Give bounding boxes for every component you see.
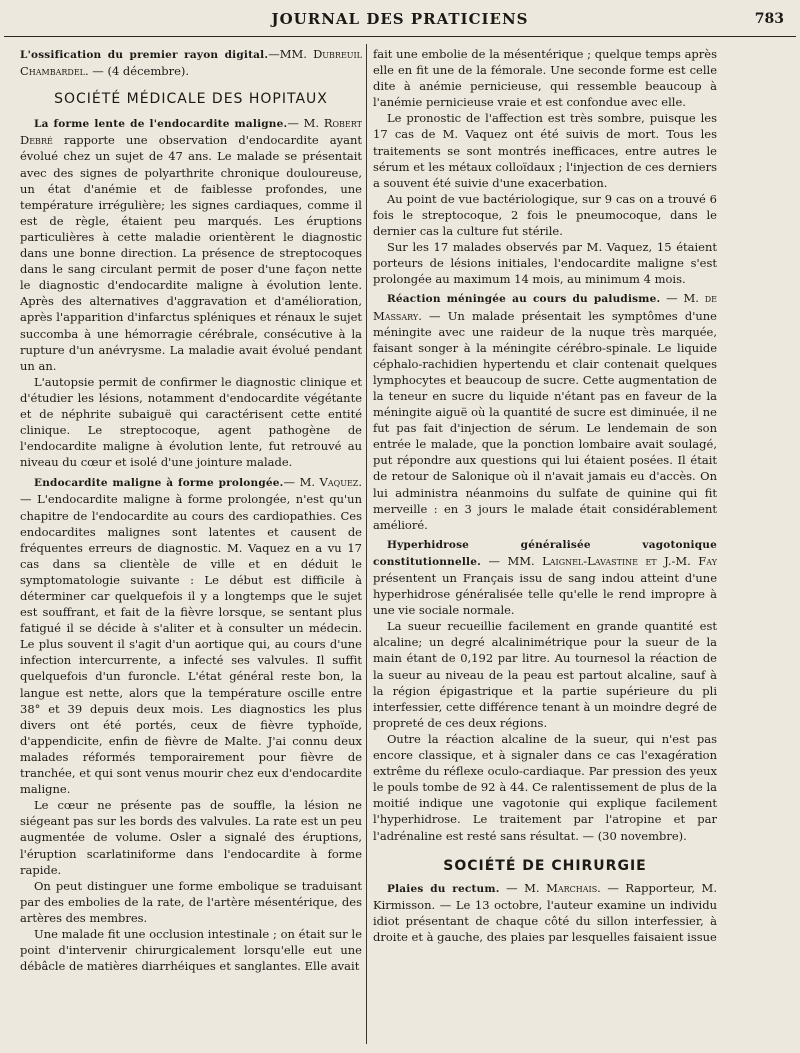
intro-authors: —MM. Dubreuil Chambardel. bbox=[20, 47, 362, 79]
article-endocardite-lente bbox=[20, 115, 362, 374]
article-text: présentent un Français issu de sang indou atteint d'une hyperhidrose généralisée telle qu'elle le rend impropre à une vie sociale normale. bbox=[373, 571, 717, 618]
intro-entry bbox=[20, 46, 362, 79]
article-reaction-meningee bbox=[373, 290, 717, 532]
paragraph: Au point de vue bactériologique, sur 9 cas on a trouvé 6 fois le streptocoque, 2 fois le pneumocoque, dans le dernier cas la culture fut stérile. bbox=[373, 191, 717, 239]
article-hyperhidrose bbox=[373, 536, 717, 618]
article-text: rapporte une observation d'endocardite ayant évolué chez un sujet de 47 ans. Le malade se présentait avec des signes de polyarthrite chronique douloureuse, un état d'anémie et de faiblesse profondes, une température irrégulière; les signes cardiaques, comme il est de règle, étaient peu marqués. Les éruptions particulières à cette maladie orientèrent le diagnostic dans une bonne direction. La présence de streptocoques dans le sang circulant permit de poser d'une façon nette le diagnostic d'endocardite maligne à évolution lente. Après des alternatives d'aggravation et d'amélioration, après l'apparition d'infarctus spléniques et rénaux le sujet succomba à une hémorragie cérébrale, consécutive à la rupture d'un anévrysme. La maladie avait évolué pendant un an. bbox=[20, 133, 362, 373]
paragraph: Sur les 17 malades observés par M. Vaquez, 15 étaient porteurs de lésions initiales, l'endocardite maligne s'est prolongée au maximum 14 mois, au minimum 4 mois. bbox=[373, 240, 717, 287]
article-endocardite-prolongee bbox=[20, 474, 362, 797]
intro-lead: L'ossification du premier rayon digital. bbox=[20, 49, 269, 61]
article-text: — Un malade présentait les symptômes d'une méningite avec une raideur de la nuque très marquée, faisant songer à la méningite cérébro-spinale. Le liquide céphalo-rachidien hypertendu et clair contenait quelques lymphocytes et beaucoup de sucre. Cette augmentation de la teneur en sucre du liquide n'étant pas en faveur de la méningite aiguë où la quantité de sucre est diminuée, il ne fut pas fait d'injection de sérum. Le lendemain de son entrée le malade, que la ponction lombaire avait soulagé, put répondre aux questions qui lui étaient posées. Il était de retour de Salonique où il n'avait jamais eu d'accès. On lui administra néanmoins du sulfate de quinine qui fit merveille : en 3 jours le malade était considérablement amélioré. bbox=[373, 308, 717, 532]
paragraph: Une malade fit une occlusion intestinale ; on était sur le point d'intervenir chirurgicalement lorsqu'elle eut une débâcle de matières diarrhéiques et sanglantes. Elle avait bbox=[20, 926, 362, 974]
paragraph: La sueur recueillie facilement en grande quantité est alcaline; un degré alcalinimétrique pour la sueur de la main étant de 0,192 par litre. Au tournesol la réaction de la sueur au niveau de la peau est partout alcaline, sauf à la région épigastrique et la partie supérieure du pli interfessier, cette différence tenant à un moindre degré de propreté de ces deux régions. bbox=[373, 619, 717, 730]
article-lead: Hyperhidrose généralisée vagotonique constitutionnelle. bbox=[373, 538, 717, 568]
article-lead: Endocardite maligne à forme prolongée. bbox=[34, 477, 284, 490]
section-title-medicale: SOCIÉTÉ MÉDICALE DES HOPITAUX bbox=[54, 91, 328, 108]
article-author: — M. de Massary. bbox=[373, 291, 717, 323]
article-lead: Réaction méningée au cours du paludisme. bbox=[387, 293, 661, 306]
article-text: — Rapporteur, M. Kirmisson. — Le 13 octobre, l'auteur examine un individu idiot présentant de chaque côté du sillon interfessier, à droite et à gauche, des plaies par lesquelles faisaient issue bbox=[373, 880, 717, 944]
article-author: — M. Vaquez. bbox=[283, 475, 362, 490]
article-plaies-rectum bbox=[373, 880, 717, 945]
paragraph: Le pronostic de l'affection est très sombre, puisque les 17 cas de M. Vaquez ont été suivis de mort. Tous les traitements se sont montrés inefficaces, entre autres le sérum et les métaux colloïdaux ; l'injection de ces derniers a souvent été suivie d'une exacerbation. bbox=[373, 111, 717, 190]
paragraph: fait une embolie de la mésentérique ; quelque temps après elle en fit une de la fémorale. Une seconde forme est celle dite à anémie pernicieuse, qui ressemble beaucoup à l'anémie pernicieuse vraie et est confondue avec elle. bbox=[373, 47, 717, 110]
paragraph: Outre la réaction alcaline de la sueur, qui n'est pas encore classique, et à signaler dans ce cas l'exagération extrême du réflexe oculo-cardiaque. Par pression des yeux le pouls tombe de 92 à 44. Ce ralentissement de plus de la moitié indique une vagotonie qui explique facilement l'hyperhidrose. Le traitement par l'atropine et par l'adrénaline est resté sans résultat. — (30 novembre). bbox=[373, 731, 717, 843]
header-rule bbox=[4, 36, 796, 37]
paragraph: Le cœur ne présente pas de souffle, la lésion ne siégeant pas sur les bords des valvules. La rate est un peu augmentée de volume. Osler a signalé des éruptions, l'éruption scarlatiniforme dans l'endocardite à forme rapide. bbox=[20, 798, 362, 877]
article-author: — MM. Laignel-Lavastine et J.-M. Fay bbox=[480, 553, 717, 568]
article-lead: La forme lente de l'endocardite maligne. bbox=[34, 118, 288, 131]
article-text: — L'endocardite maligne à forme prolongée, n'est qu'un chapitre de l'endocardite au cours des cardiopathies. Ces endocardites malignes sont latentes et causent de fréquentes erreurs de diagnostic. M. Vaquez en a vu 17 cas dans sa clientèle de ville et en déduit le symptomatologie suivante : Le début est difficile à déterminer car quelquefois il y a longtemps que le sujet est souffrant, et fait de la fièvre lorsque, se sentant plus fatigué il se décide à s'aliter et à consulter un médecin. Le plus souvent il s'agit d'un aortique qui, au cours d'une infection intercurrente, a infecté ses valvules. Il suffit quelquefois d'un furoncle. L'état général reste bon, la langue est nette, alors que la température oscille entre 38° et 39 depuis deux mois. Les diagnostics les plus divers ont été portés, ceux de fièvre typhoïde, d'appendicite, enfin de fièvre de Malte. J'ai connu deux malades réformés temporairement pour fièvre de tranchée, et qui sont venus mourir chez eux d'endocardite maligne. bbox=[20, 492, 362, 797]
intro-rest: — (4 décembre). bbox=[88, 64, 190, 79]
article-lead: Plaies du rectum. bbox=[387, 882, 500, 895]
article-author: — M. Robert Debré bbox=[20, 116, 362, 148]
right-column bbox=[373, 46, 717, 1045]
paragraph: L'autopsie permit de confirmer le diagnostic clinique et d'étudier les lésions, notamment d'endocardite végétante et de néphrite subaiguë qui caractérisent cette entité clinique. Le streptocoque, agent pathogène de l'endocardite maligne à évolution lente, fut retrouvé au niveau du cœur et isolé d'une jointure malade. bbox=[20, 374, 362, 470]
page-number: 783 bbox=[754, 11, 784, 27]
section-title-chirurgie: SOCIÉTÉ DE CHIRURGIE bbox=[443, 857, 647, 874]
column-divider bbox=[366, 44, 367, 1044]
journal-title: JOURNAL DES PRATICIENS bbox=[271, 10, 529, 28]
left-column bbox=[20, 46, 362, 1045]
page-header bbox=[0, 8, 800, 32]
article-author: — M. Marchais. bbox=[499, 880, 601, 895]
paragraph: On peut distinguer une forme embolique se traduisant par des embolies de la rate, de l'artère mésentérique, des artères des membres. bbox=[20, 878, 362, 925]
